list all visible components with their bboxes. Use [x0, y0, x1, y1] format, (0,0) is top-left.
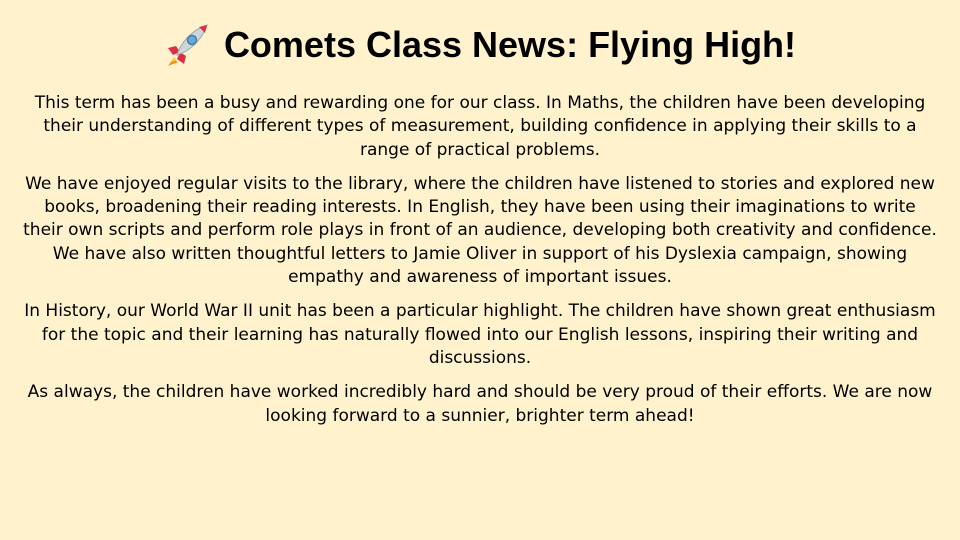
paragraph-maths: This term has been a busy and rewarding one for our class. In Maths, the children have been developing their understanding of different types of measurement, building confidence in applying their skills to a range of practical problems.: [34, 93, 926, 160]
rocket-icon: [164, 22, 210, 68]
paragraph-library-english: We have enjoyed regular visits to the library, where the children have listened to stories and explored new books, broadening their reading interests. In English, they have been using their imaginations to write their own scripts and perform role plays in front of an audience, developing both creativity and confidence. We have also written thoughtful letters to Jamie Oliver in support of his Dyslexia campaign, showing empathy and awareness of important issues.: [23, 173, 937, 288]
paragraph-history: In History, our World War II unit has been a particular highlight. The children have shown great enthusiasm for the topic and their learning has naturally flowed into our English lessons, inspiring their writing and discussions.: [24, 301, 936, 368]
title-row: [0, 20, 960, 70]
page-title: Comets Class News: Flying High!: [223, 24, 797, 65]
newsletter-body: [22, 92, 938, 439]
paragraph-closing: As always, the children have worked incredibly hard and should be very proud of their efforts. We are now looking forward to a sunnier, brighter term ahead!: [27, 382, 933, 426]
